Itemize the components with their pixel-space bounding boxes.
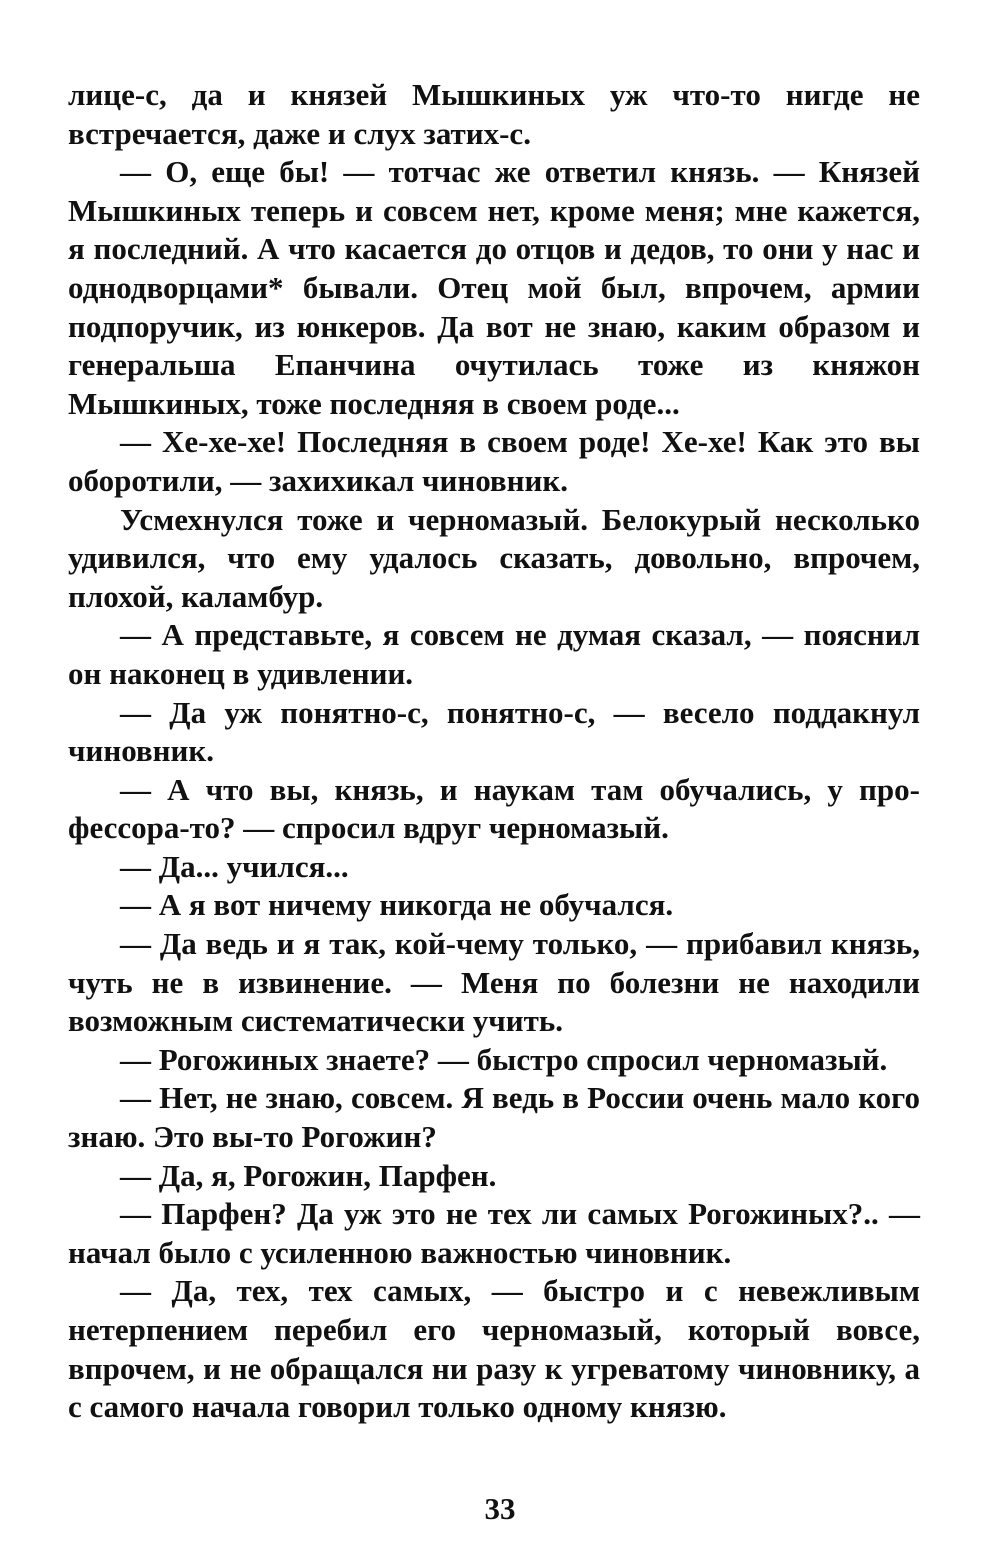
paragraph-2: — О, еще бы! — тотчас же ответил князь. — Князей Мышкиных теперь и совсем нет, кроме меня; мне кажется, я последний. А что касается до отцов и дедов, то они у нас и однодворцами* бывали. Отец мой был, впрочем, армии подпоручик, из юнкеров. Да вот не знаю, каким образом и генеральша Епанчина очутилась тоже из княжон Мышкиных, тоже последняя в своем роде... — [68, 154, 920, 421]
paragraph-4: Усмехнулся тоже и черномазый. Белокурый несколько удивился, что ему удалось сказать, довольно, впрочем, плохой, каламбур. — [68, 501, 920, 614]
paragraph-10: — Да ведь и я так, кой-чему только, — прибавил князь, чуть не в извинение. — Меня по болезни не находили возможным систематически учить. — [68, 926, 920, 1039]
paragraph-9: — А я вот ничему никогда не обучался. — [120, 887, 674, 923]
paragraph-15: — Да, тех, тех самых, — быстро и с невежливым нетерпением перебил его черномазый, который вовсе, впрочем, и не обращался ни разу к угреватому чиновнику, а с самого начала говорил только одному князю. — [68, 1273, 920, 1425]
paragraph-14: — Парфен? Да уж это не тех ли самых Рогожиных?.. — начал было с усиленною важностью чиновник. — [68, 1196, 920, 1270]
paragraph-1: лице-с, да и князей Мышкиных уж что-то нигде не встречается, даже и слух затих-с. — [68, 77, 920, 151]
paragraph-12: — Нет, не знаю, совсем. Я ведь в России очень мало кого знаю. Это вы-то Рогожин? — [68, 1080, 920, 1155]
paragraph-11: — Рогожиных знаете? — быстро спросил черномазый. — [120, 1041, 888, 1077]
paragraph-3: — Хе-хе-хе! Последняя в своем роде! Хе-хе! Как это вы оборотили, — захихикал чиновник. — [68, 424, 920, 498]
page-number: 33 — [484, 1491, 516, 1526]
paragraph-7: — А что вы, князь, и наукам там обучались, у профессора-то? — спросил вдруг черномазый. — [68, 771, 920, 846]
page-text — [68, 76, 920, 1427]
paragraph-5: — А представьте, я совсем не думая сказал, — пояснил он наконец в удивлении. — [68, 617, 920, 691]
paragraph-13: — Да, я, Рогожин, Парфен. — [120, 1157, 497, 1193]
paragraph-8: — Да... учился... — [120, 848, 349, 884]
paragraph-6: — Да уж понятно-с, понятно-с, — весело поддакнул чиновник. — [68, 694, 920, 769]
